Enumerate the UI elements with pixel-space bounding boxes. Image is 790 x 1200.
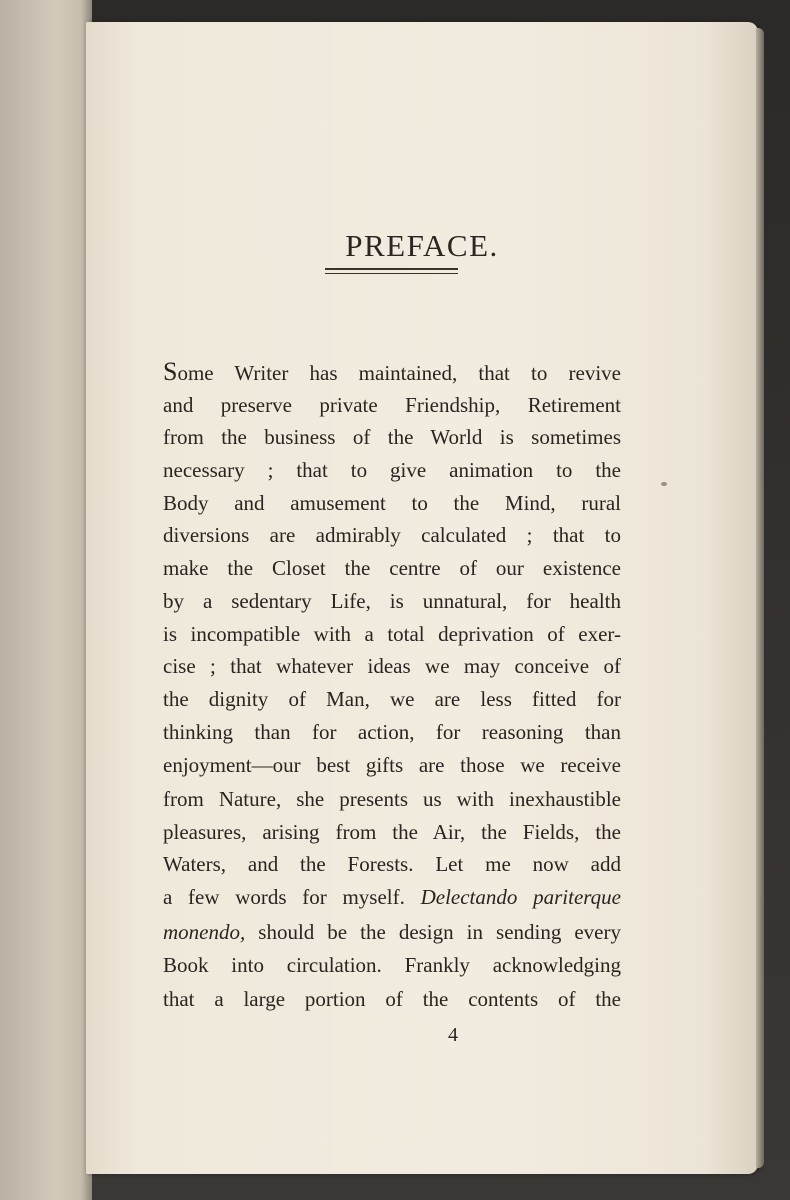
text-line-11: the dignity of Man, we are less fitted for: [163, 687, 621, 711]
text-line-18: monendo, should be the design in sending every: [163, 920, 621, 944]
page-title: PREFACE.: [345, 228, 499, 263]
text-line-16: Waters, and the Forests. Let me now add: [163, 852, 621, 876]
title-rule-thick: [325, 268, 458, 270]
text-line-20: that a large portion of the contents of the: [163, 987, 621, 1011]
text-line-6: diversions are admirably calculated ; that to: [163, 523, 621, 547]
drop-cap: S: [163, 357, 178, 386]
title-rule-thin: [325, 273, 458, 274]
page-fore-edge: [756, 28, 764, 1168]
text-line-9: is incompatible with a total deprivation of exer-: [163, 622, 621, 646]
text-line-13: enjoyment—our best gifts are those we receive: [163, 753, 621, 777]
text-line-8: by a sedentary Life, is unnatural, for health: [163, 589, 621, 613]
text-line-14: from Nature, she presents us with inexhaustible: [163, 787, 621, 811]
facing-page-edge: [0, 0, 92, 1200]
text-line-1: Some Writer has maintained, that to revive: [163, 357, 621, 386]
text-line-2: and preserve private Friendship, Retirement: [163, 393, 621, 417]
text-line-17: a few words for myself. Delectando pariterque: [163, 885, 621, 909]
text-line-4: necessary ; that to give animation to the: [163, 458, 621, 482]
text-line-12: thinking than for action, for reasoning than: [163, 720, 621, 744]
text-line-5: Body and amusement to the Mind, rural: [163, 491, 621, 515]
text-line-19: Book into circulation. Frankly acknowledging: [163, 953, 621, 977]
text-line-15: pleasures, arising from the Air, the Fields, the: [163, 820, 621, 844]
text-line-10: cise ; that whatever ideas we may conceive of: [163, 654, 621, 678]
text-line-7: make the Closet the centre of our existence: [163, 556, 621, 580]
text-line-3: from the business of the World is sometimes: [163, 425, 621, 449]
paper-speck: [661, 482, 667, 486]
page-number: 4: [448, 1024, 458, 1046]
